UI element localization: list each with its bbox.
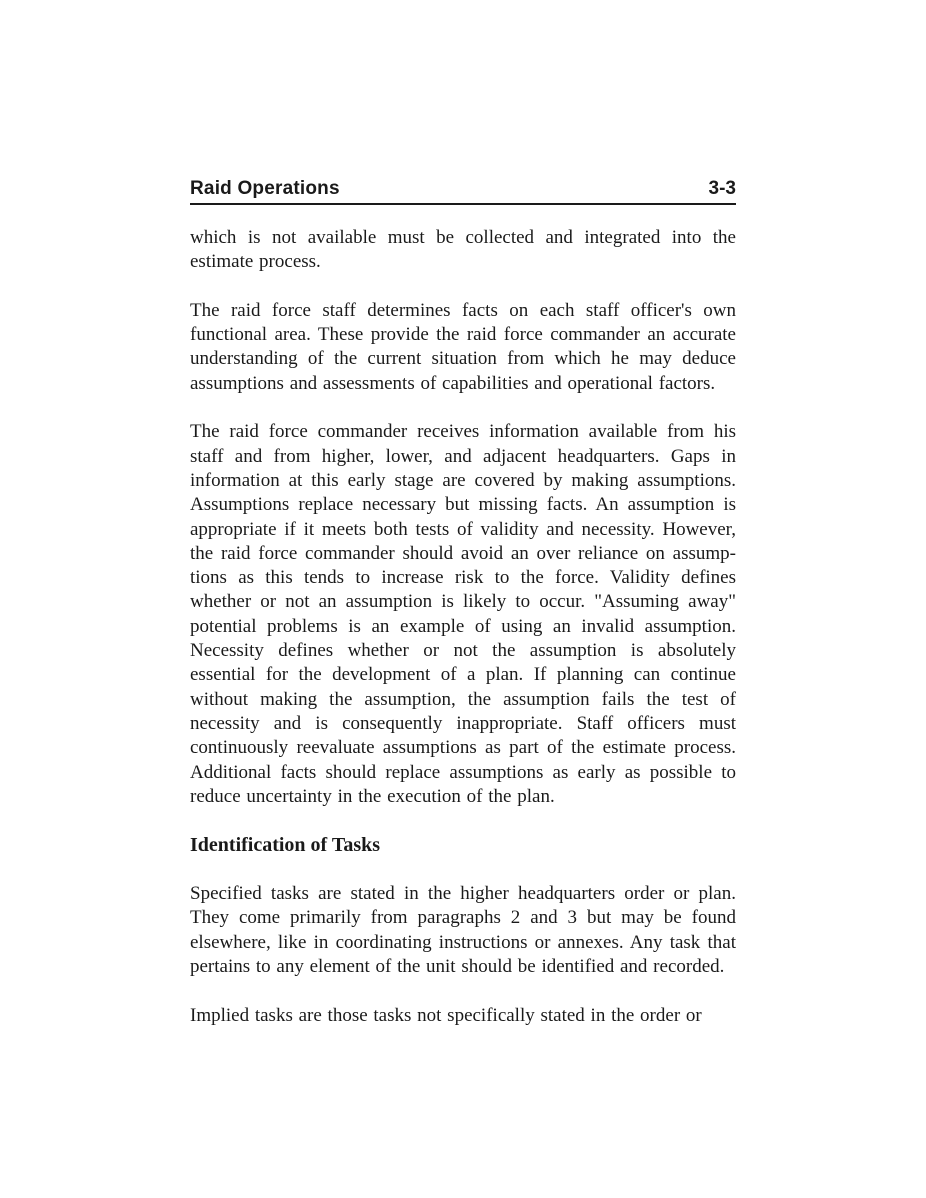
paragraph-specified-tasks: Specified tasks are stated in the higher headquarters order or plan. They come primarily from paragraphs 2 and 3 but may be found elsewhere, like in coordinating instructions or annexes. Any task that pertains to any element of the unit should be identified and recorded. [190, 883, 736, 977]
body-text [190, 226, 736, 1028]
paragraph-estimate-process: which is not available must be collected and integrated into the estimate process. [190, 227, 736, 273]
running-header-title: Raid Operations [190, 178, 340, 199]
text-block [190, 179, 736, 1028]
page-header [190, 179, 736, 205]
page-number: 3-3 [708, 178, 736, 199]
paragraph-implied-tasks: Implied tasks are those tasks not specifically stated in the order or [190, 1004, 702, 1026]
paragraph-staff-determines-facts: The raid force staff determines facts on each staff officer's own functional area. These provide the raid force commander an accurate understanding of the current situation from which he may deduce assumptions and assessments of capabilities and operational factors. [190, 299, 736, 394]
paragraph-commander-receives-information: The raid force commander receives information available from his staff and from higher, lower, and adjacent headquarters. Gaps in information at this early stage are covered by making assumptions. Assumptions replace necessary but missing facts. An assumption is appropriate if it meets both tests of validity and necessity. However, the raid force commander should avoid an over reliance on assump-tions as this tends to increase risk to the force. Validity defines whether or not an assumption is likely to occur. "Assuming away" potential problems is an example of using an invalid assumption. Necessity defines whether or not the assumption is absolutely essential for the development of a plan. If planning can continue without making the assumption, the assumption fails the test of necessity and is consequently inappropriate. Staff officers must continuously reevaluate assumptions as part of the estimate process. Additional facts should replace assumptions as early as possible to reduce uncertainty in the execution of the plan. [190, 421, 736, 807]
section-heading-identification-of-tasks: Identification of Tasks [190, 834, 381, 857]
